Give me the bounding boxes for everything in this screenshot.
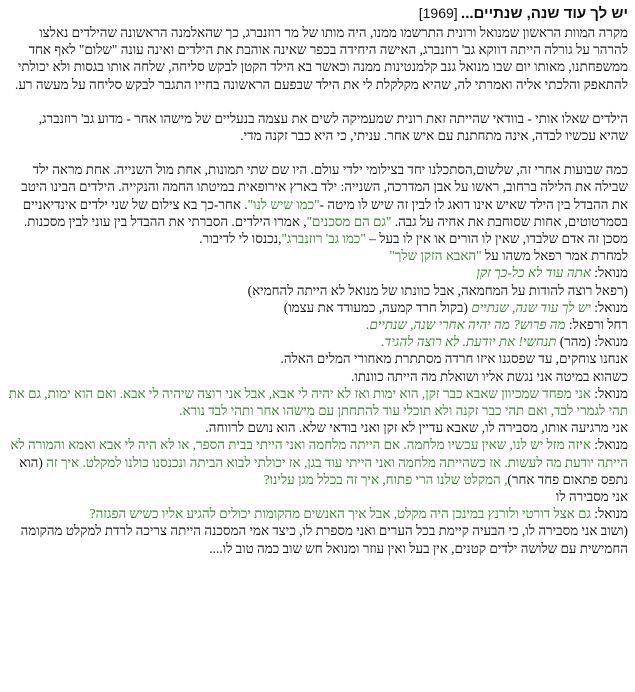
paragraph-2: הילדים שאלו אותי - בוודאי שהייתה זאת רונית שמעמיקה לשים את עצמה בנעליים של מישהו אחר - מדוע גב' רוזנברג, שהיא עכשיו לבדה, אינה מתחתנת עם איש אחר. עניתי, כי היא כבר זקנה מדי. (38, 110, 628, 144)
dialogue-speech: אתה עוד לא כל-כך זקן (476, 265, 591, 281)
stage-direction: (הוא נתפס פתאום פחד אחר) (19, 454, 628, 487)
paragraph-3 (7, 161, 628, 247)
speaker-label: מנואל: (594, 506, 628, 522)
narration-line: אני מסבירה לו (555, 489, 628, 505)
narration-line: אני מרגיעה אותו, מסבירה לו, שאבא עדיין לא זקן ואני בודאי שלא. הוא נושם לרווחה. (205, 420, 628, 436)
document-title: יש לך עוד שנה, שנתיים... (461, 5, 628, 22)
dialogue-line (7, 264, 628, 281)
speaker-label: רחל ורפאל: (568, 317, 628, 333)
dialogue-line (7, 333, 628, 350)
quote-poor-too: "גם הם מסכנים" (306, 213, 392, 229)
dialogue-speech: מה פרוש? מה יהיה אחרי שנה, שנתיים. (366, 317, 566, 333)
speaker-label: מנואל: (594, 334, 628, 350)
dialogue-speech: תנחשי! את יודעת. לא רוצה להגיד. (381, 334, 557, 350)
paragraph-gap (7, 144, 628, 161)
stage-direction: (בקול חרד קמעה, כמעודד את עצמו) (283, 299, 468, 315)
paragraph-gap (7, 93, 628, 110)
quote-like-us: "כמו שיש לנו" (247, 196, 320, 212)
rafael-line-text: למחרת אמר רפאל משהו על (484, 248, 628, 264)
narration-line: אנחנו צוחקים, עד שפסגנו איזו חרדה מסתתרת מאחורי המלים האלה. (280, 351, 628, 367)
speaker-label: מנואל: (594, 299, 628, 315)
paragraph-3-text-a: כמה שבועות אחרי זה, שלשום,הסתכלנו יחד בצילומי ילדי עולם. היו שם שתי תמונות, אחת מול השנייה. אחת מראה ילד שבילה את הלילה ברחוב, ראשו על אבן המדרכה, השנייה: ילד בארץ אירופאית במיטתו החמה והנקייה. הילדים הבינו היטב את ההבדל בין הילד שאיש אינו דואג לו לבין זה שיש לו מיטה - (21, 162, 628, 212)
dialogue-speech: אני מפחד שמכיוון שאבא כבר זקן, הוא ימות ואז לא יהיה לי אבא, אבל אני רוצה שיהיה לי אבא. ואם הוא ימות, גם את תהי לגמרי לבד, ואם תהי כבר זקנה ולא תוכלי עוד להתחתן עם מישהו אחר ותהי לבד נורא. (8, 385, 628, 419)
narration-line: (ושוב אני מסבירה לו, כי הבעיה קיימת בכל הערים ואני מספרת לו, כיצד אמי המסכנה הייתה צריכה לרדת למקלט מהקומה החמישית עם שלושה ילדים קטנים, אין בעל ואין עוזר ומנואל חש שוב כמה טוב לו.... (20, 523, 628, 556)
paragraph-1: מקרה המוות הראשון שמנואל ורונית התרשמו ממנו, היה מותו של מר רוזנברג, כך שהאלמנה הראשונה שהילדים נאלצו להרהר על גורלה הייתה דווקא גב' רוזנברג, האישה היחידה בכפר שאינה אוהבת את הילדים ואינה עונה "שלום" לאף אחד ממשפחתנו, מאותו יום שבו מנואל גנב קלמנטינות ממנה וכאשר בא הילד הקטן לבקש סליחה, שלחה אותו בגסות ולא יכולתי להתאפק והלכתי אליה ואמרתי לה, שהיא מקלקלת לי את הילד שבפעם הראשונה בחייו התגבר לבקש סליחה על מעשה רע. (14, 25, 628, 92)
speaker-label: מנואל: (594, 437, 628, 453)
quote-like-mrs-rosenberg: "כמו גב' רוזנברג" (281, 231, 366, 247)
dialogue-speech: גם אצל דורטי ולורנץ במינכן היה מקלט, אבל איך האנשים מהקומות יכולים להגיע אליו כשיש הפגזה? (89, 506, 591, 522)
dialogue-line (7, 505, 628, 522)
narration-line: (רפאל רוצה להודות על המחמאה, אבל כוונתו של מנואל לא הייתה להחמיא) (247, 282, 628, 298)
speaker-label: מנואל: (594, 265, 628, 281)
paragraph-3-text-d: ,נכנסו לי לדיבור. (199, 231, 282, 247)
speaker-label: מנואל: (594, 385, 628, 401)
dialogue-line (7, 385, 628, 419)
dialogue-line (7, 299, 628, 316)
rafael-line (7, 247, 628, 264)
document-year: [1969] (418, 5, 458, 21)
dialogue-speech: איזה מזל יש לנו, שאין עכשיו מלחמה. אם הייתה מלחמה ואני הייתי בבית הספר, או לא היה לי אבא ואמא והמורה לא הייתה יודעת מה לעשות. אז כשהייתה מלחמה ואני הייתי עוד בגן, אז יכולתי לבוא הביתה ונכנסנו כולנו למקלט. איך זה (10, 437, 628, 470)
dialogue-speech: , המקלט שלנו הרי פתוח, איך זה בכלל מגן עלינו? (263, 471, 508, 487)
dialogue-speech: יש לך עוד שנה, שנתיים (471, 299, 591, 315)
stage-direction: (מהר) (559, 334, 591, 350)
dialogue-line (7, 316, 628, 333)
dialogue-line (7, 436, 628, 488)
paragraph-3-text-c: , אמרו הילדים. הסברתי את ההבדל בין עוני לבין מסכנות. מסכן זה אדם שלבדו, שאין לו הורים או אין לו בעל – (23, 213, 628, 247)
quote-old-father: "האבא הזקן שלך" (389, 248, 482, 264)
paragraph-3-text-b: . אחר-כך בא צילום של שני ילדים אינדיאניים בסמרטוטים, אחות שסוחבת את אחיה על גבה. (22, 196, 628, 229)
narration-line: כשהוא במיטה אני נגשת אליו ושואלת מה הייתה כוונתו. (351, 368, 628, 384)
title-line (7, 4, 628, 23)
